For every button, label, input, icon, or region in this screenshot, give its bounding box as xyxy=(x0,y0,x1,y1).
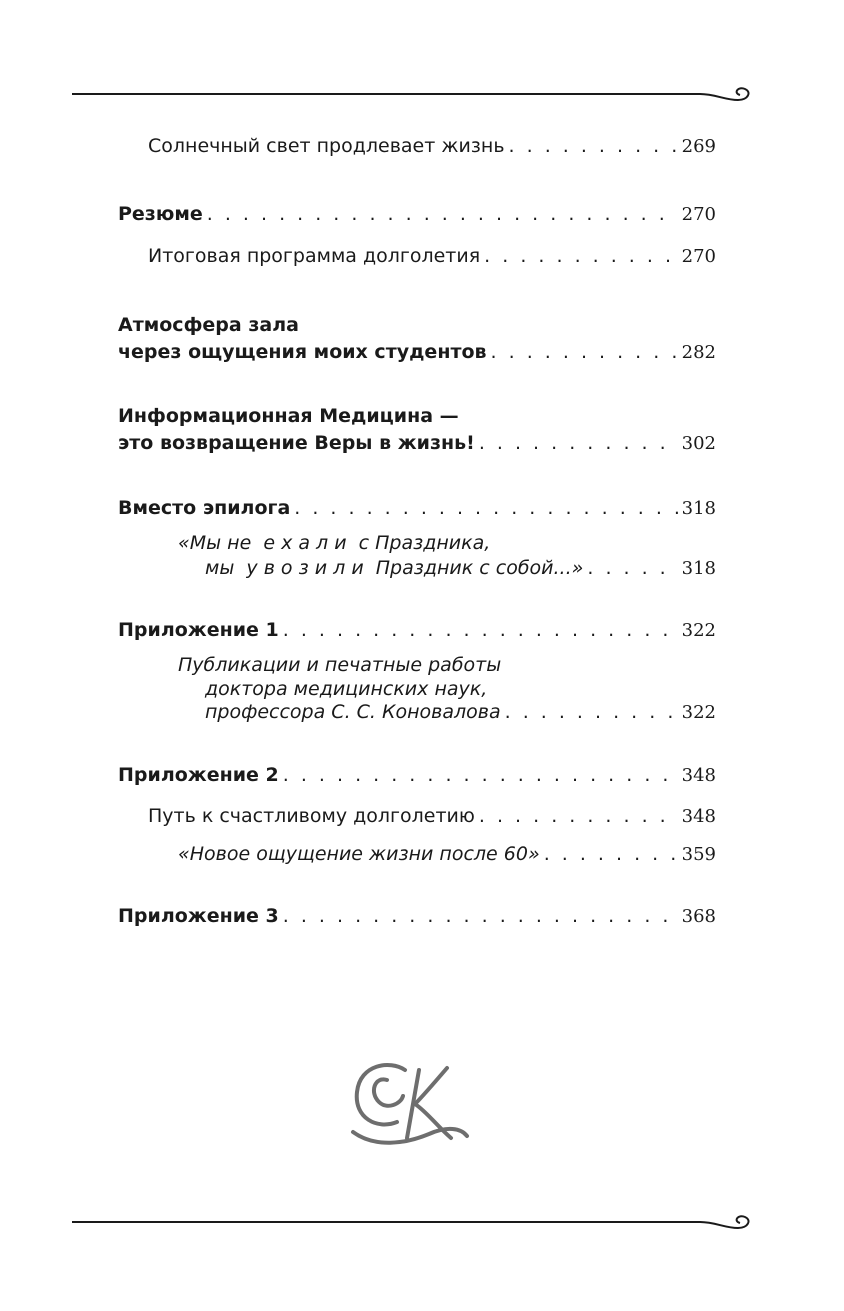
toc-page-number: 368 xyxy=(681,906,716,927)
toc-entry-title: «Новое ощущение жизни после 60» xyxy=(178,843,540,865)
toc-page-number: 348 xyxy=(681,806,716,827)
svg-text:СК: СК xyxy=(409,1114,411,1115)
toc-entry-title: мы у в о з и л и Праздник с собой...» xyxy=(205,557,584,579)
toc-entry-holiday[interactable] xyxy=(205,555,716,582)
dot-leader xyxy=(491,339,678,365)
toc-entry-title: это возвращение Веры в жизнь! xyxy=(118,432,475,454)
dot-leader xyxy=(294,495,677,521)
toc-entry-publications[interactable] xyxy=(205,699,716,726)
dot-leader xyxy=(283,762,678,788)
toc-entry-title: Приложение 1 xyxy=(118,619,279,641)
toc-entry-sunlight[interactable] xyxy=(148,133,716,160)
toc-page-number: 269 xyxy=(681,136,716,157)
toc-page-number: 302 xyxy=(681,433,716,454)
toc-entry-title: Итоговая программа долголетия xyxy=(148,245,481,267)
bottom-divider-flourish xyxy=(0,1208,844,1238)
toc-entry-title: Солнечный свет продлевает жизнь xyxy=(148,135,505,157)
toc-page-number: 322 xyxy=(681,702,716,723)
toc-entry-epilogue[interactable] xyxy=(118,495,716,522)
toc-entry-final-program[interactable] xyxy=(148,243,716,270)
toc-page-number: 322 xyxy=(681,620,716,641)
dot-leader xyxy=(283,617,678,643)
dot-leader xyxy=(587,555,677,581)
toc-entry-title: Вместо эпилога xyxy=(118,497,291,519)
toc-page-number: 318 xyxy=(681,558,716,579)
toc-page-number: 348 xyxy=(681,765,716,786)
toc-entry-appendix-2[interactable] xyxy=(118,762,716,789)
toc-entry-title-line: Публикации и печатные работы xyxy=(178,654,502,676)
toc-entry-title: через ощущения моих студентов xyxy=(118,341,487,363)
toc-entry-info-medicine[interactable] xyxy=(118,430,716,457)
dot-leader xyxy=(207,201,678,227)
toc-entry-title-line: «Мы не е х а л и с Праздника, xyxy=(178,532,491,554)
toc-entry-title-line: доктора медицинских наук, xyxy=(205,678,488,700)
toc-page-number: 359 xyxy=(681,844,716,865)
toc-entry-title: Путь к счастливому долголетию xyxy=(148,805,475,827)
toc-entry-happy-longevity[interactable] xyxy=(148,803,716,830)
toc-entry-summary[interactable] xyxy=(118,201,716,228)
toc-entry-title: Приложение 2 xyxy=(118,764,279,786)
toc-entry-appendix-3[interactable] xyxy=(118,903,716,930)
toc-entry-title-line: Атмосфера зала xyxy=(118,314,299,336)
toc-entry-atmosphere[interactable] xyxy=(118,339,716,366)
toc-page-number: 282 xyxy=(681,342,716,363)
toc-entry-title: профессора С. С. Коновалова xyxy=(205,701,501,723)
toc-entry-title: Приложение 3 xyxy=(118,905,279,927)
sk-monogram-icon xyxy=(335,1052,485,1152)
dot-leader xyxy=(505,699,678,725)
dot-leader xyxy=(484,243,677,269)
toc-page-number: 270 xyxy=(681,246,716,267)
toc-entry-title-line: Информационная Медицина — xyxy=(118,405,459,427)
dot-leader xyxy=(544,841,678,867)
toc-entry-title: Резюме xyxy=(118,203,203,225)
toc-entry-appendix-1[interactable] xyxy=(118,617,716,644)
toc-page-number: 318 xyxy=(681,498,716,519)
toc-page-number: 270 xyxy=(681,204,716,225)
toc-entry-new-feeling[interactable] xyxy=(178,841,716,868)
dot-leader xyxy=(283,903,678,929)
dot-leader xyxy=(479,803,678,829)
dot-leader xyxy=(509,133,678,159)
dot-leader xyxy=(479,430,678,456)
